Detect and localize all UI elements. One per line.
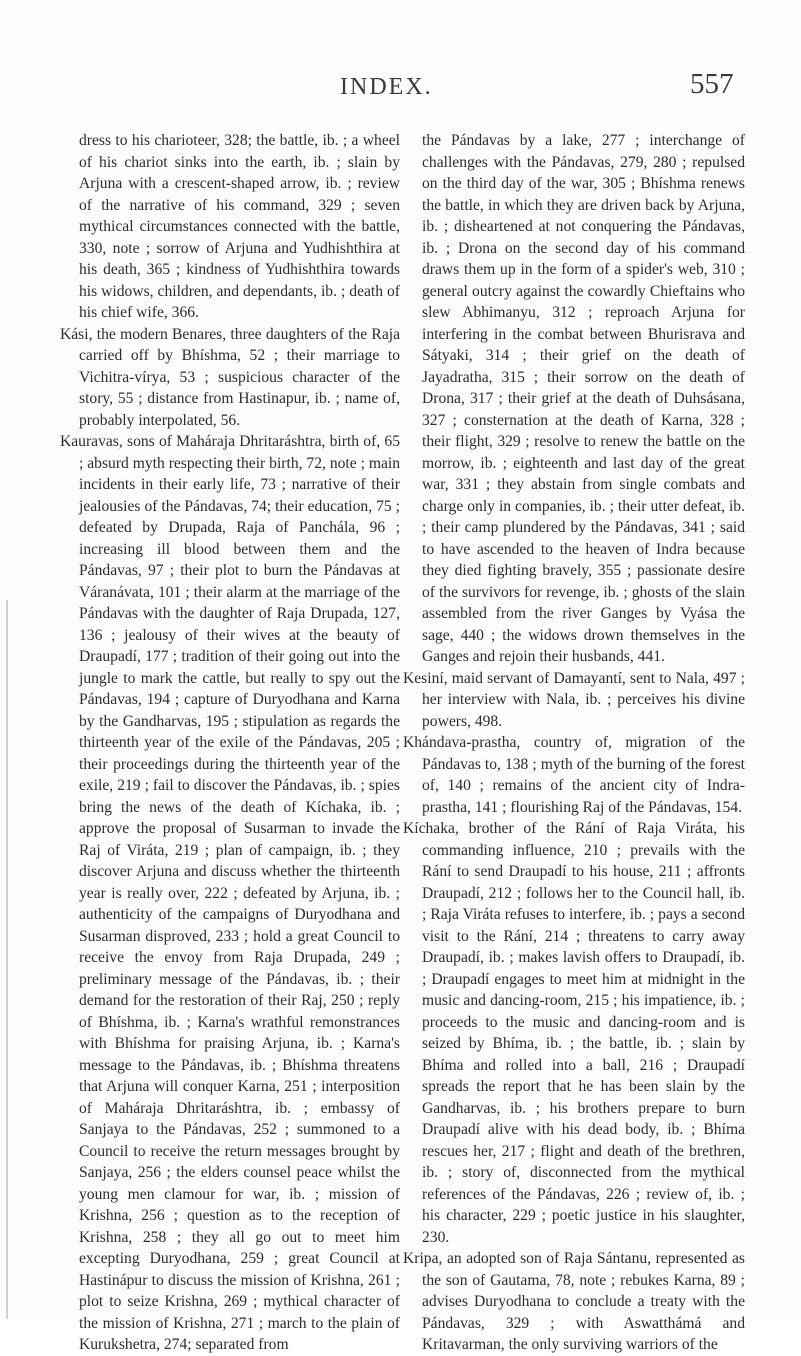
- right-column: [403, 130, 745, 1356]
- index-entry-khandava-prastha: Khándava-prastha, country of, migration of the Pándavas to, 138 ; myth of the burning of the forest of, 140 ; remains of the ancient city of Indra-prastha, 141 ; flourishing Raj of the Pándavas, 154.: [403, 734, 745, 816]
- page-header: [0, 68, 801, 108]
- index-entry-kichaka: Kíchaka, brother of the Rání of Raja Viráta, his commanding influence, 210 ; prevails with the Rání to send Draupadí to his house, 211 ; affronts Draupadí, 212 ; follows her to the Council hall, ib. ; Raja Viráta refuses to interfere, ib. ; pays a second visit to the Rání, 214 ; threatens to carry away Draupadí, ib. ; makes lavish offers to Draupadí, ib. ; Draupadí engages to meet him at midnight in the music and dancing-room, 215 ; his impatience, ib. ; proceeds to the music and dancing-room and is seized by Bhíma, ib. ; the battle, ib. ; slain by Bhíma and rolled into a ball, 216 ; Draupadí spreads the report that he has been slain by the Gandharvas, ib. ; his brothers prepare to burn Draupadí alive with his dead body, ib. ; Bhíma rescues her, 217 ; flight and death of the brethren, ib. ; story of, disconnected from the mythical references of the Pándavas, 226 ; review of, ib. ; his character, 229 ; poetic justice in his slaughter, 230.: [403, 820, 745, 1246]
- index-entry-kasi: Kási, the modern Benares, three daughters of the Raja carried off by Bhíshma, 52 ; their marriage to Vichitra-vírya, 53 ; suspicious character of the story, 55 ; distance from Hastinapur, ib. ; name of, probably interpolated, 56.: [60, 325, 400, 429]
- index-entry-kripa: Kripa, an adopted son of Raja Sántanu, represented as the son of Gautama, 78, note ; rebukes Karna, 89 ; advises Duryodhana to conclude a treaty with the Pándavas, 329 ; with Aswatthámá and Kritavarman, the only surviving warriors of the: [403, 1250, 745, 1353]
- left-column: [60, 130, 400, 1356]
- continued-entry: the Pándavas by a lake, 277 ; interchange of challenges with the Pándavas, 279, 280 ; repulsed on the third day of the war, 305 ; Bhíshma renews the battle, in which they are driven back by Arjuna, ib. ; disheartened at not conquering the Pándavas, ib. ; Drona on the second day of his command draws them up in the form of a spider's web, 310 ; general outcry against the cowardly Chieftains who slew Abhimanyu, 312 ; reproach Arjuna for interfering in the combat between Bhurisrava and Sátyaki, 314 ; their grief on the death of Jayadratha, 315 ; their sorrow on the death of Drona, 317 ; their grief at the death of Duhsásana, 327 ; consternation at the death of Karna, 328 ; their flight, 329 ; resolve to renew the battle on the morrow, ib. ; eighteenth and last day of the great war, 331 ; they abstain from single combats and charge only in companies, ib. ; their utter defeat, ib. ; their camp plundered by the Pándavas, 341 ; said to have ascended to the heaven of Indra because they died fighting bravely, 355 ; passionate desire of the survivors for revenge, ib. ; ghosts of the slain assembled from the river Ganges by Vyása the sage, 440 ; the widows drown themselves in the Ganges and rejoin their husbands, 441.: [422, 132, 745, 665]
- index-entry-kesini: Kesiní, maid servant of Damayantí, sent to Nala, 497 ; her interview with Nala, ib. ; perceives his divine powers, 498.: [403, 669, 745, 730]
- continued-entry: dress to his charioteer, 328; the battle, ib. ; a wheel of his chariot sinks into the earth, ib. ; slain by Arjuna with a crescent-shaped arrow, ib. ; review of the narrative of his command, 329 ; seven mythical circumstances connected with the battle, 330, note ; sorrow of Arjuna and Yudhishthira at his death, 365 ; kindness of Yudhishthira towards his widows, children, and dependants, ib. ; death of his chief wife, 366.: [79, 132, 400, 321]
- binding-edge: [6, 600, 8, 1319]
- index-entry-kauravas: Kauravas, sons of Maháraja Dhritaráshtra, birth of, 65 ; absurd myth respecting their birth, 72, note ; main incidents in their early life, 73 ; narrative of their jealousies of the Pándavas, 74; their education, 75 ; defeated by Drupada, Raja of Panchála, 96 ; increasing ill blood between them and the Pándavas, 97 ; their plot to burn the Pándavas at Váranávata, 101 ; their alarm at the marriage of the Pándavas with the daughter of Raja Drupada, 127, 136 ; jealousy of their wives at the beauty of Draupadí, 177 ; tradition of their going out into the jungle to mark the cattle, but really to spy out the Pándavas, 194 ; capture of Duryodhana and Karna by the Gandharvas, 195 ; stipulation as regards the thirteenth year of the exile of the Pándavas, 205 ; their proceedings during the thirteenth year of the exile, 219 ; fail to discover the Pándavas, ib. ; spies bring the news of the death of Kíchaka, ib. ; approve the proposal of Susarman to invade the Raj of Viráta, 219 ; plan of campaign, ib. ; they discover Arjuna and discuss whether the thirteenth year is really over, 222 ; defeated by Arjuna, ib. ; authenticity of the campaigns of Duryodhana and Susarman disproved, 233 ; hold a great Council to receive the envoy from Raja Drupada, 249 ; preliminary message of the Pándavas, ib. ; their demand for the restoration of their Raj, 250 ; reply of Bhíshma, ib. ; Karna's wrathful remonstrances with Bhíshma for praising Arjuna, ib. ; Karna's message to the Pándavas, ib. ; Bhíshma threatens that Arjuna will conquer Karna, 251 ; interposition of Maháraja Dhritaráshtra, ib. ; embassy of Sanjaya to the Pándavas, 252 ; summoned to a Council to receive the return messages brought by Sanjaya, 256 ; the elders counsel peace whilst the young men clamour for war, ib. ; mission of Krishna, 256 ; question as to the reception of Krishna, 258 ; they all go out to meet him excepting Duryodhana, 259 ; great Council at Hastinápur to discuss the mission of Krishna, 261 ; plot to seize Krishna, 269 ; mythical character of the mission of Krishna, 271 ; march to the plain of Kurukshetra, 274; separated from: [60, 433, 400, 1353]
- running-title: INDEX.: [340, 74, 433, 100]
- page-number: 557: [690, 68, 734, 100]
